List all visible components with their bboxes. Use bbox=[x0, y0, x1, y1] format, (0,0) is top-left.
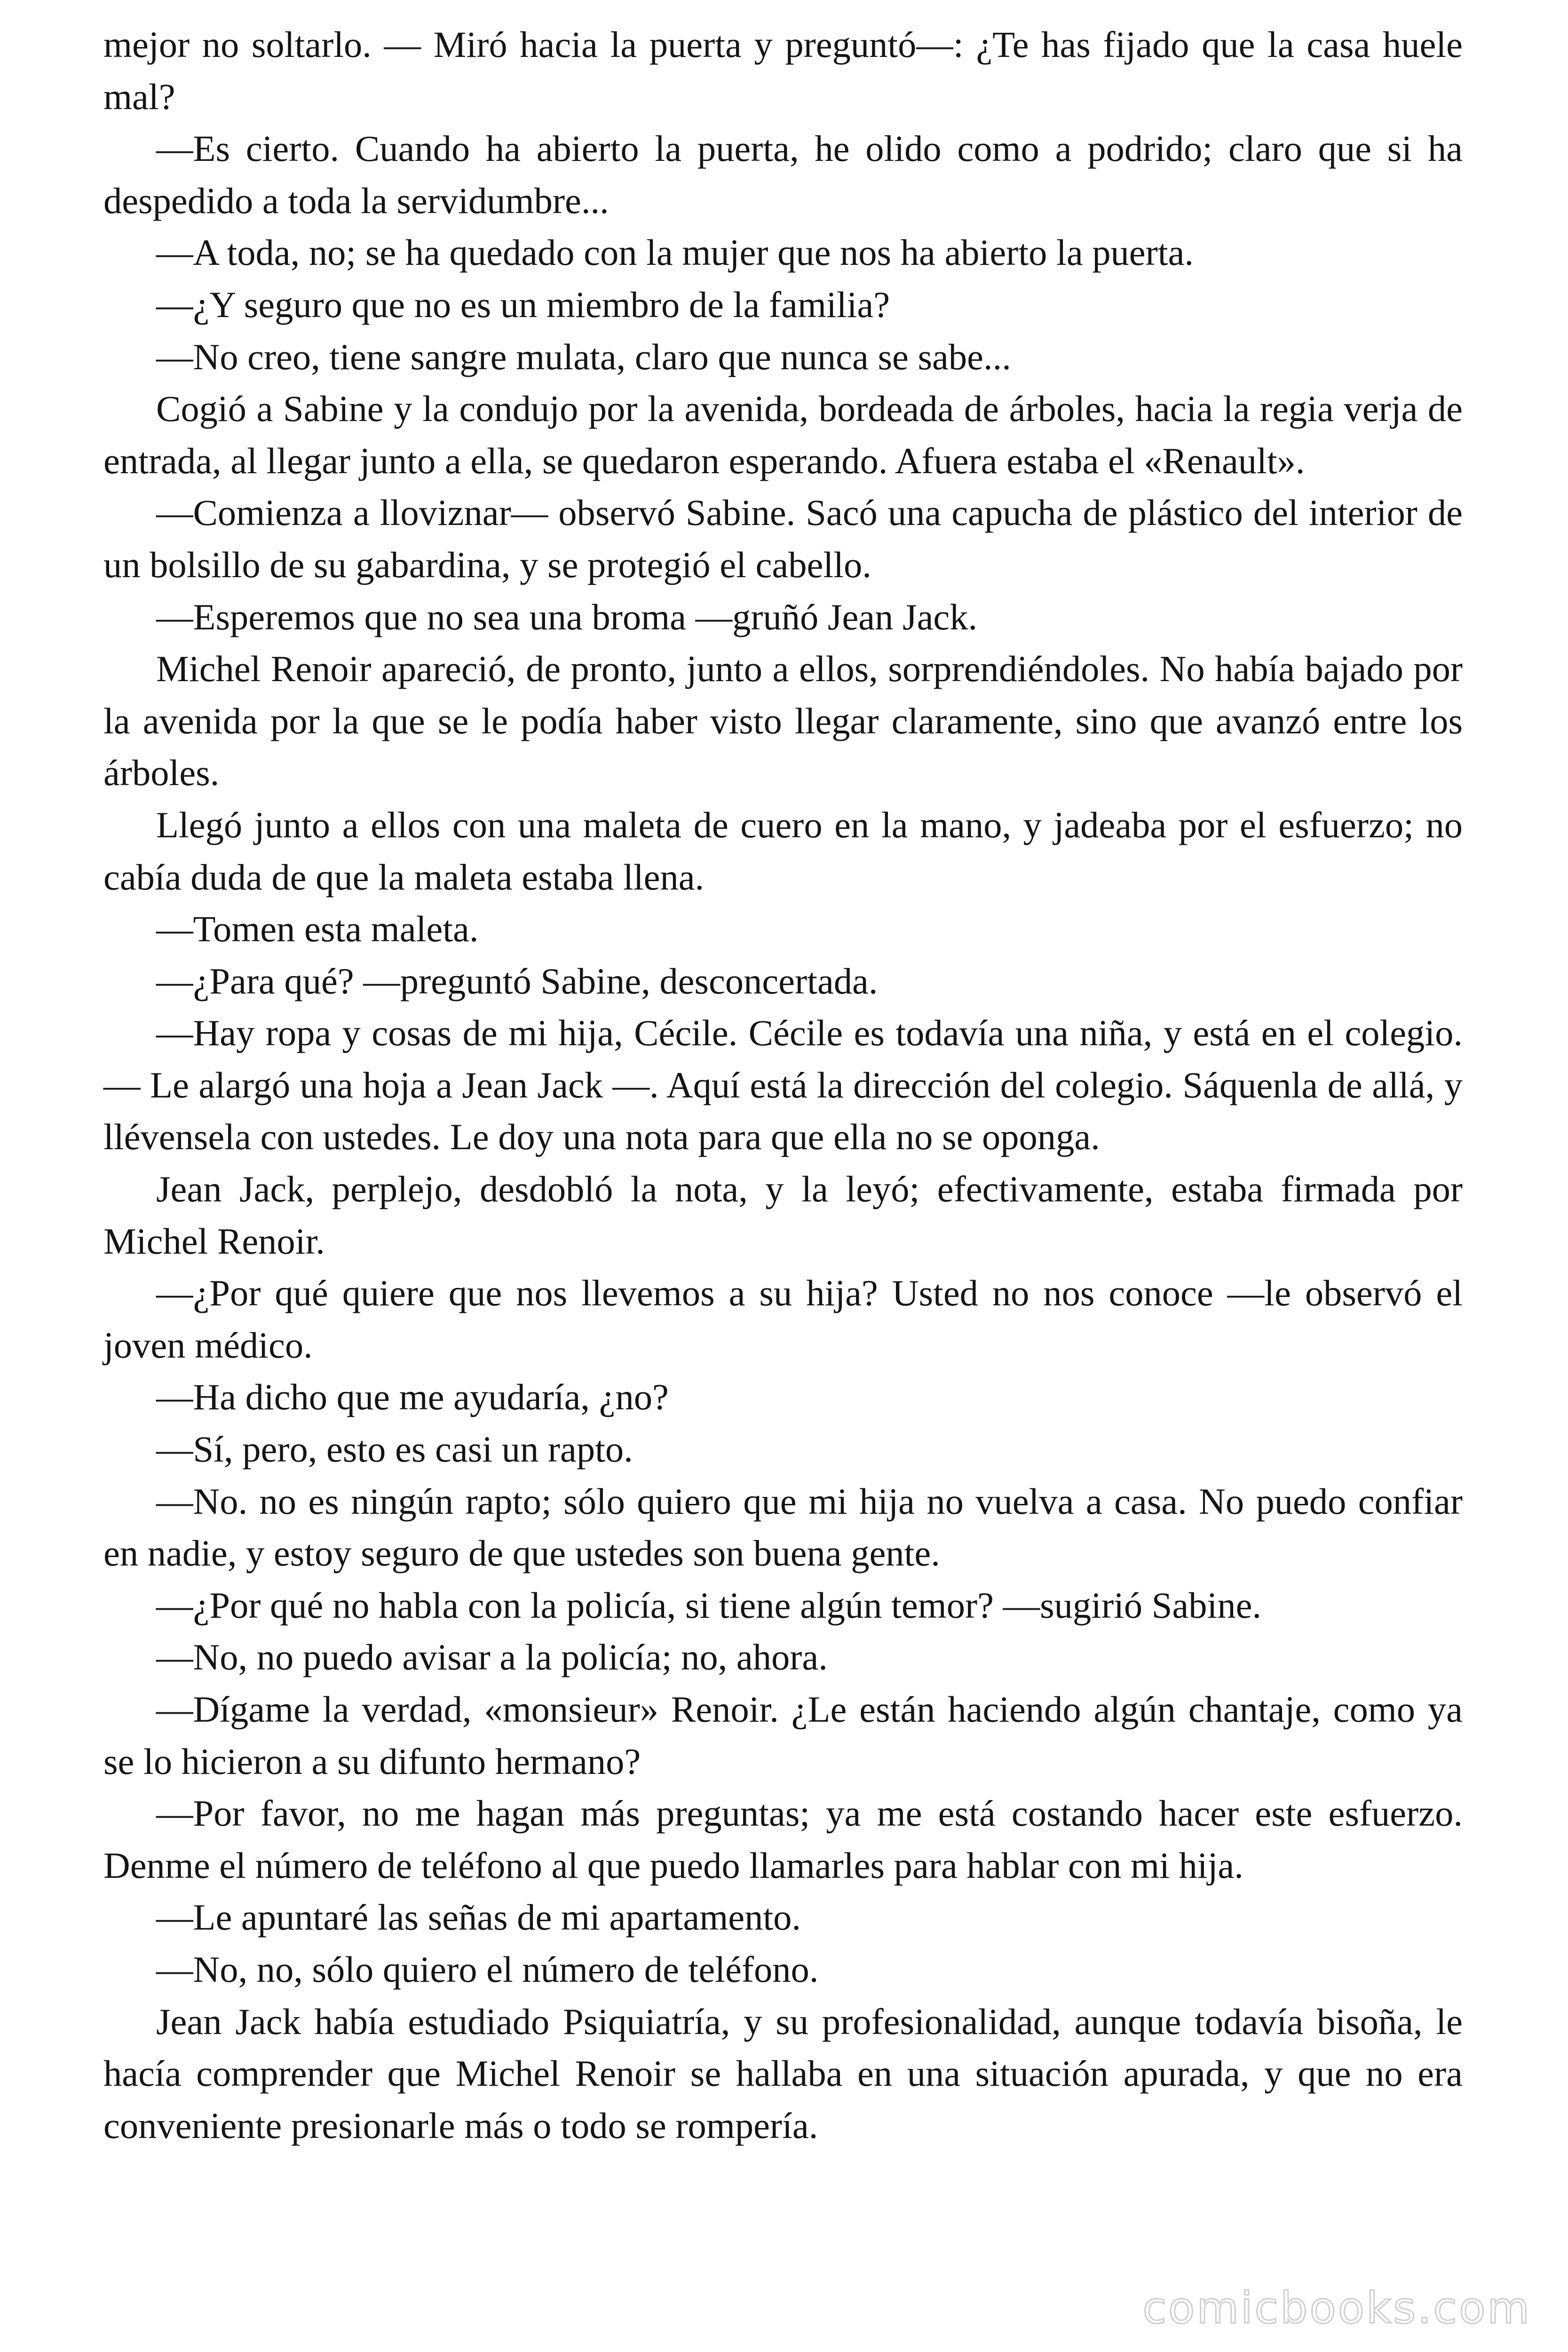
paragraph: —No, no puedo avisar a la policía; no, ahora. bbox=[156, 1637, 828, 1678]
paragraph: mejor no soltarlo. — Miró hacia la puerta y preguntó—: ¿Te has fijado que la casa huele mal? bbox=[103, 24, 1463, 117]
paragraph: —No. no es ningún rapto; sólo quiero que mi hija no vuelva a casa. No puedo confiar en nadie, y estoy seguro de que ustedes son buena gente. bbox=[103, 1480, 1463, 1574]
book-page bbox=[103, 19, 1463, 2152]
paragraph: Jean Jack, perplejo, desdobló la nota, y la leyó; efectivamente, estaba firmada por Michel Renoir. bbox=[103, 1168, 1463, 1262]
paragraph: —Ha dicho que me ayudaría, ¿no? bbox=[156, 1376, 669, 1418]
paragraph: —¿Por qué quiere que nos llevemos a su hija? Usted no nos conoce —le observó el joven médico. bbox=[103, 1272, 1463, 1366]
paragraph: —Comienza a lloviznar— observó Sabine. Sacó una capucha de plástico del interior de un bolsillo de su gabardina, y se protegió el cabello. bbox=[103, 492, 1463, 585]
paragraph: —Le apuntaré las señas de mi apartamento. bbox=[156, 1897, 801, 1938]
paragraph: —Dígame la verdad, «monsieur» Renoir. ¿Le están haciendo algún chantaje, como ya se lo hicieron a su difunto hermano? bbox=[103, 1689, 1463, 1782]
watermark: comicbooks.com bbox=[1142, 2283, 1531, 2333]
paragraph: Jean Jack había estudiado Psiquiatría, y su profesionalidad, aunque todavía bisoña, le hacía comprender que Michel Renoir se hallaba en una situación apurada, y que no era conveniente presionarle más o todo se rompería. bbox=[103, 2001, 1463, 2146]
paragraph: —¿Por qué no habla con la policía, si tiene algún temor? —sugirió Sabine. bbox=[156, 1584, 1262, 1626]
paragraph: —¿Y seguro que no es un miembro de la familia? bbox=[156, 284, 890, 325]
paragraph: Cogió a Sabine y la condujo por la avenida, bordeada de árboles, hacia la regia verja de entrada, al llegar junto a ella, se quedaron esperando. Afuera estaba el «Renault». bbox=[103, 388, 1463, 481]
paragraph: —Tomen esta maleta. bbox=[156, 908, 479, 950]
paragraph: —Sí, pero, esto es casi un rapto. bbox=[156, 1429, 633, 1470]
paragraph: —No, no, sólo quiero el número de teléfono. bbox=[156, 1948, 819, 1990]
paragraph: Llegó junto a ellos con una maleta de cuero en la mano, y jadeaba por el esfuerzo; no cabía duda de que la maleta estaba llena. bbox=[103, 804, 1463, 898]
paragraph: —No creo, tiene sangre mulata, claro que nunca se sabe... bbox=[156, 336, 1011, 377]
paragraph: —Esperemos que no sea una broma —gruñó Jean Jack. bbox=[156, 596, 978, 637]
paragraph: —Por favor, no me hagan más preguntas; ya me está costando hacer este esfuerzo. Denme el número de teléfono al que puedo llamarles para hablar con mi hija. bbox=[103, 1793, 1463, 1886]
paragraph: —Es cierto. Cuando ha abierto la puerta, he olido como a podrido; claro que si ha despedido a toda la servidumbre... bbox=[103, 128, 1463, 221]
paragraph: —A toda, no; se ha quedado con la mujer que nos ha abierto la puerta. bbox=[156, 232, 1194, 273]
paragraph: Michel Renoir apareció, de pronto, junto a ellos, sorprendiéndoles. No había bajado por la avenida por la que se le podía haber visto llegar claramente, sino que avanzó entre los árboles. bbox=[103, 648, 1463, 794]
paragraph: —¿Para qué? —preguntó Sabine, desconcertada. bbox=[156, 960, 878, 1001]
paragraph: —Hay ropa y cosas de mi hija, Cécile. Cécile es todavía una niña, y está en el colegio. — Le alargó una hoja a Jean Jack —. Aquí está la dirección del colegio. Sáquenla de allá, y llévensela con ustedes. Le doy una nota para que ella no se oponga. bbox=[103, 1012, 1463, 1158]
